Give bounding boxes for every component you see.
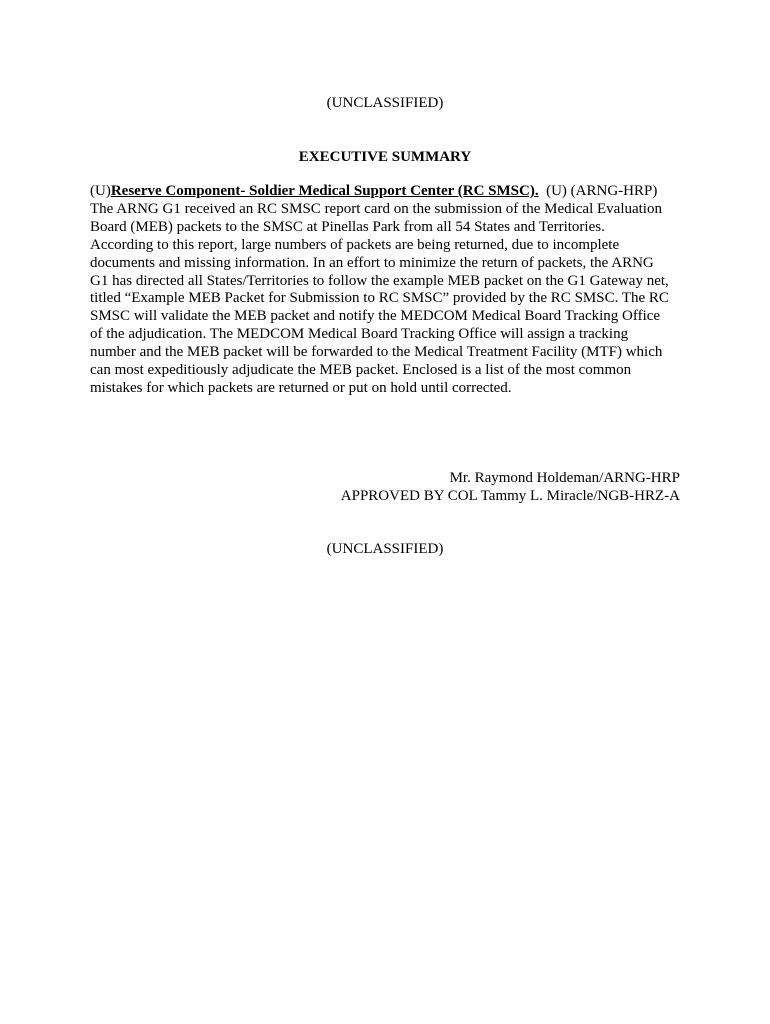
classification-marking-top: (UNCLASSIFIED): [326, 95, 444, 111]
paragraph-office-marking: (U) (ARNG-HRP): [538, 183, 658, 199]
paragraph-line: SMSC will validate the MEB packet and notify the MEDCOM Medical Board Tracking Office: [90, 308, 661, 325]
approval-line: APPROVED BY COL Tammy L. Miracle/NGB-HRZ-A: [340, 488, 680, 504]
paragraph-line: Board (MEB) packets to the SMSC at Pinellas Park from all 54 States and Territories.: [90, 218, 605, 235]
classification-marking-bottom: (UNCLASSIFIED): [326, 541, 444, 557]
signature-block: [341, 469, 680, 505]
paragraph-line: of the adjudication. The MEDCOM Medical Board Tracking Office will assign a tracking: [90, 326, 629, 343]
paragraph-first-line: [90, 183, 690, 201]
paragraph-line: can most expeditiously adjudicate the MEB packet. Enclosed is a list of the most common: [90, 362, 632, 379]
paragraph-line: The ARNG G1 received an RC SMSC report card on the submission of the Medical Evaluation: [90, 200, 662, 217]
paragraph-line: mistakes for which packets are returned or put on hold until corrected.: [90, 379, 512, 396]
portion-marking: (U): [90, 183, 111, 199]
paragraph-line: documents and missing information. In an effort to minimize the return of packets, the ARNG: [90, 254, 654, 271]
document-title: EXECUTIVE SUMMARY: [298, 149, 472, 165]
paragraph-heading: Reserve Component- Soldier Medical Support Center (RC SMSC).: [110, 183, 539, 199]
paragraph-line: According to this report, large numbers of packets are being returned, due to incomplete: [90, 236, 620, 253]
paragraph-line: number and the MEB packet will be forwarded to the Medical Treatment Facility (MTF) which: [90, 344, 663, 361]
paragraph-line: G1 has directed all States/Territories to follow the example MEB packet on the G1 Gateway net,: [90, 272, 669, 289]
summary-paragraph: [90, 183, 690, 398]
author-line: Mr. Raymond Holdeman/ARNG-HRP: [449, 470, 680, 486]
paragraph-line: titled “Example MEB Packet for Submission to RC SMSC” provided by the RC SMSC. The RC: [90, 290, 669, 307]
